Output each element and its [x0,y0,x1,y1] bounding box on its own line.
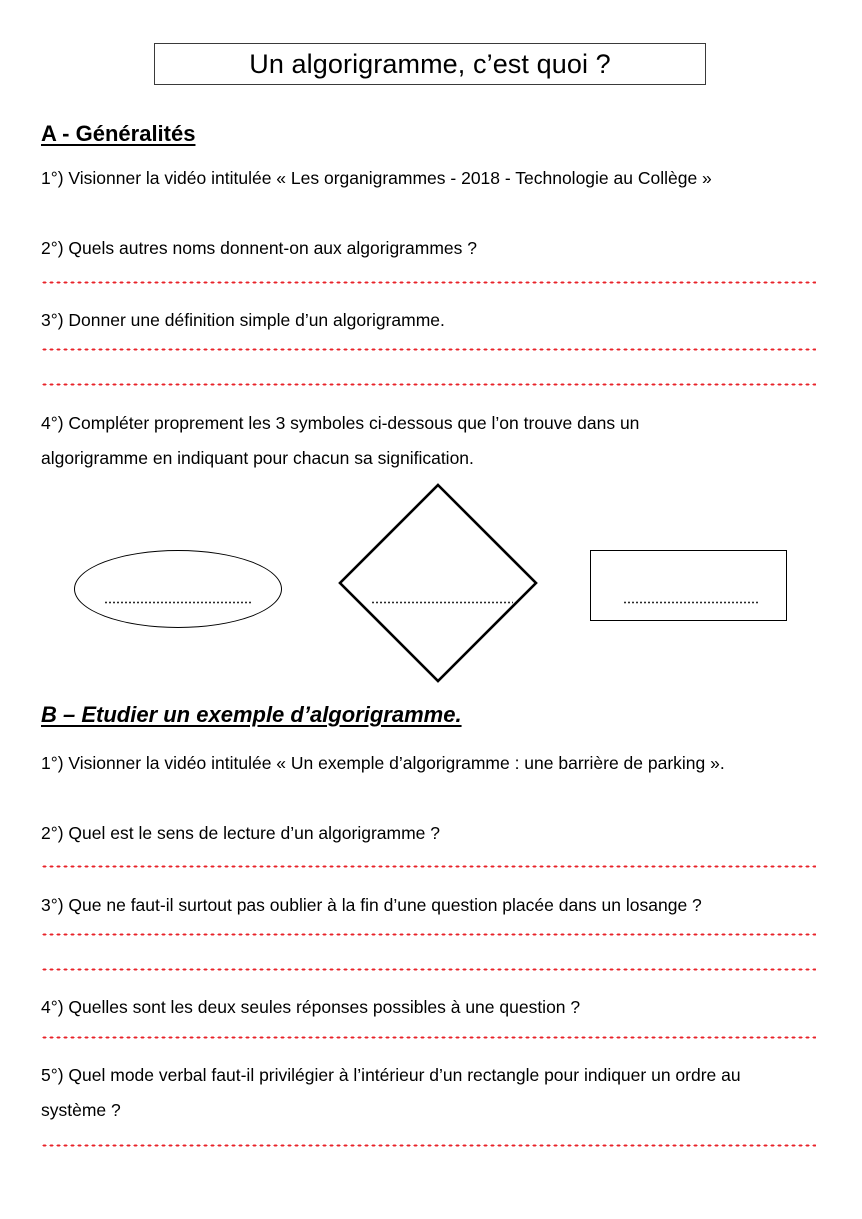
section-heading-a: A - Généralités [41,121,196,146]
ellipse-symbol[interactable] [74,550,282,628]
section-heading-b: B – Etudier un exemple d’algorigramme. [41,702,462,727]
answer-line-7[interactable] [41,1036,816,1039]
answer-line-8[interactable] [41,1144,816,1147]
diamond-symbol-answer-line[interactable] [371,601,513,604]
section-b-item-3: 3°) Que ne faut-il surtout pas oublier à la fin d’une question placée dans un losange ? [41,895,702,915]
symbols-row [0,478,862,693]
section-b-item-4: 4°) Quelles sont les deux seules réponses possibles à une question ? [41,997,581,1017]
answer-line-4[interactable] [41,865,816,868]
answer-line-1[interactable] [41,281,816,284]
section-b-item-1: 1°) Visionner la vidéo intitulée « Un exemple d’algorigramme : une barrière de parking ». [41,753,725,773]
answer-line-5[interactable] [41,933,816,936]
document-title-box [154,43,706,85]
section-a-item-4: 4°) Compléter proprement les 3 symboles ci-dessous que l’on trouve dans un algorigramme en indiquant pour chacun sa signification. [41,413,640,468]
page-title: Un algorigramme, c’est quoi ? [249,48,611,79]
answer-line-2[interactable] [41,348,816,351]
section-b-item-5: 5°) Quel mode verbal faut-il privilégier à l’intérieur d’un rectangle pour indiquer un ordre au système ? [41,1065,741,1120]
rectangle-symbol-answer-line[interactable] [623,601,758,604]
section-b-item-2: 2°) Quel est le sens de lecture d’un algorigramme ? [41,823,441,843]
ellipse-symbol-answer-line[interactable] [104,601,252,604]
diamond-symbol[interactable] [337,482,539,684]
answer-line-3[interactable] [41,383,816,386]
rectangle-symbol[interactable] [590,550,787,621]
section-a-item-2: 2°) Quels autres noms donnent-on aux algorigrammes ? [41,238,477,258]
diamond-shape-icon [337,482,539,684]
answer-line-6[interactable] [41,968,816,971]
section-a-item-1: 1°) Visionner la vidéo intitulée « Les organigrammes - 2018 - Technologie au Collège » [41,168,712,188]
section-a-item-3: 3°) Donner une définition simple d’un algorigramme. [41,310,445,330]
